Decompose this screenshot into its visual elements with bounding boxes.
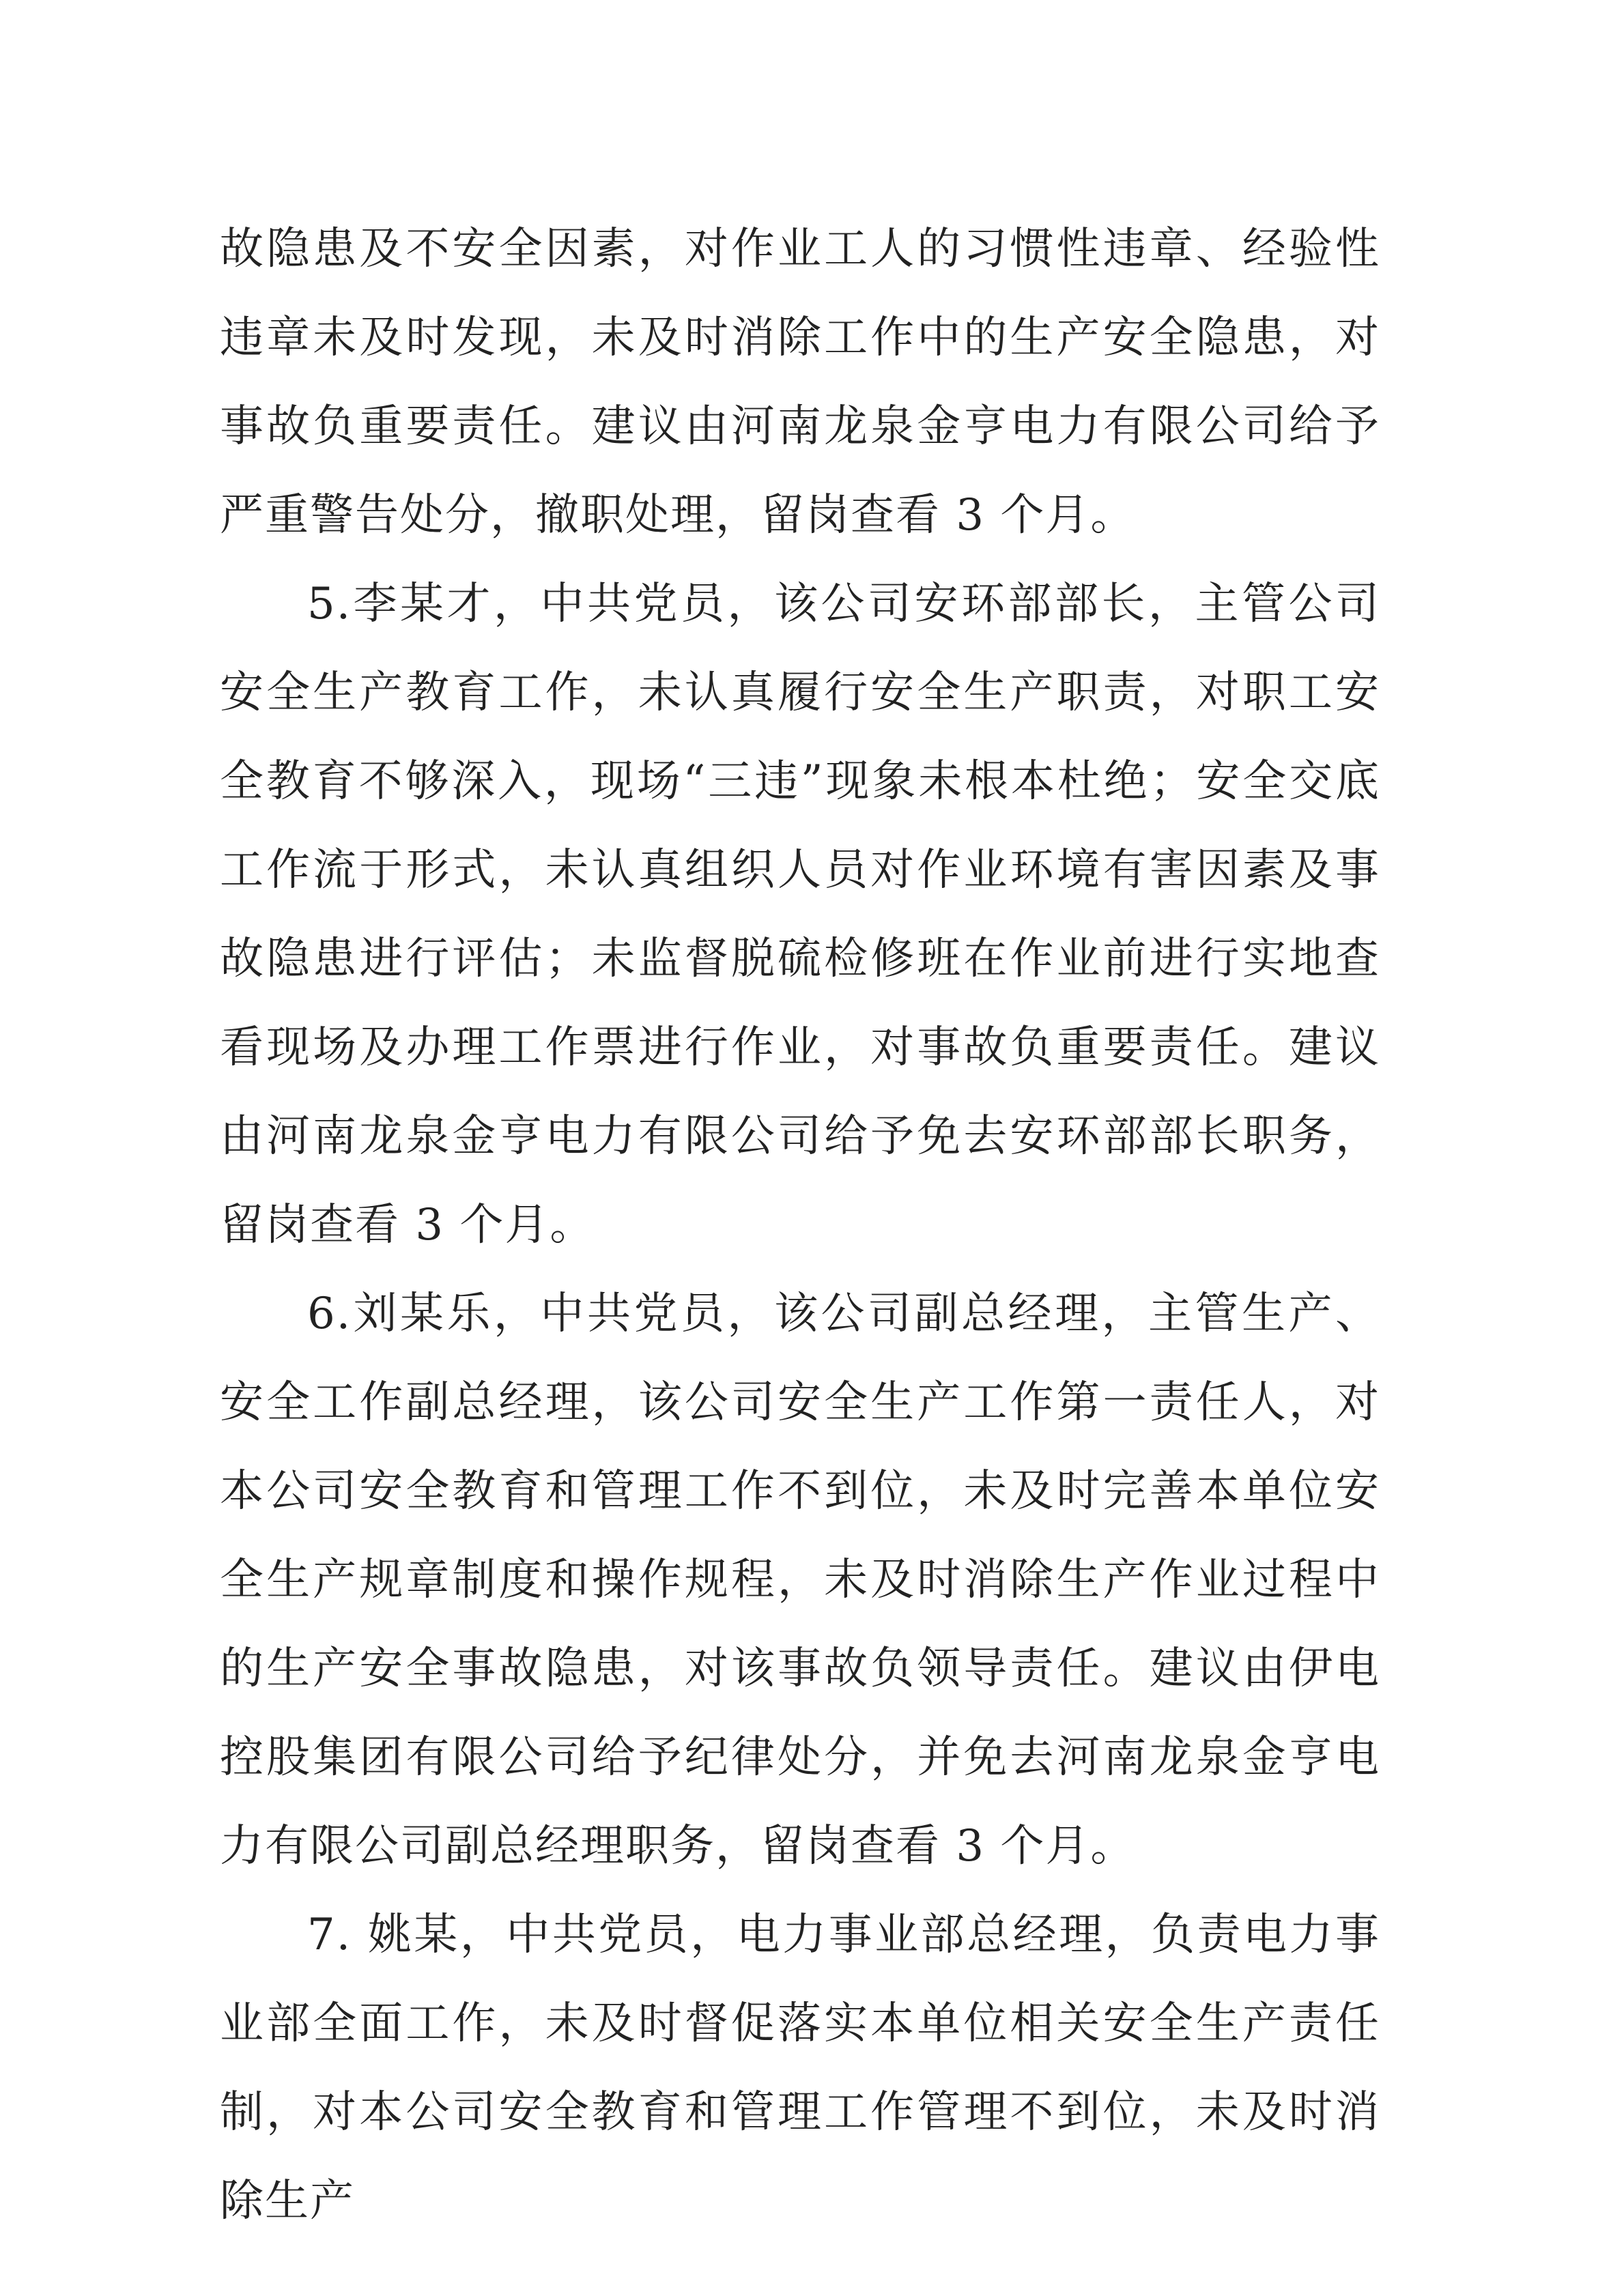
paragraph-continuation: 故隐患及不安全因素，对作业工人的习惯性违章、经验性违章未及时发现，未及时消除工作中的生产安全隐患，对事故负重要责任。建议由河南龙泉金亨电力有限公司给予严重警告处分，撤职处理，留岗查看 3 个月。 bbox=[220, 224, 1380, 541]
paragraph-item-7: 7. 姚某，中共党员，电力事业部总经理，负责电力事业部全面工作，未及时督促落实本单位相关安全生产责任制，对本公司安全教育和管理工作管理不到位，未及时消除生产 bbox=[220, 1910, 1380, 2226]
paragraph-item-5: 5.李某才，中共党员，该公司安环部部长，主管公司安全生产教育工作，未认真履行安全生产职责，对职工安全教育不够深入，现场“三违”现象未根本杜绝；安全交底工作流于形式，未认真组织人员对作业环境有害因素及事故隐患进行评估；未监督脱硫检修班在作业前进行实地查看现场及办理工作票进行作业，对事故负重要责任。建议由河南龙泉金亨电力有限公司给予免去安环部部长职务，留岗查看 3 个月。 bbox=[220, 579, 1380, 1250]
document-body bbox=[220, 205, 1380, 2245]
paragraph-item-6: 6.刘某乐，中共党员，该公司副总经理，主管生产、安全工作副总经理，该公司安全生产工作第一责任人，对本公司安全教育和管理工作不到位，未及时完善本单位安全生产规章制度和操作规程，未及时消除生产作业过程中的生产安全事故隐患，对该事故负领导责任。建议由伊电控股集团有限公司给予纪律处分，并免去河南龙泉金亨电力有限公司副总经理职务，留岗查看 3 个月。 bbox=[220, 1289, 1380, 1871]
